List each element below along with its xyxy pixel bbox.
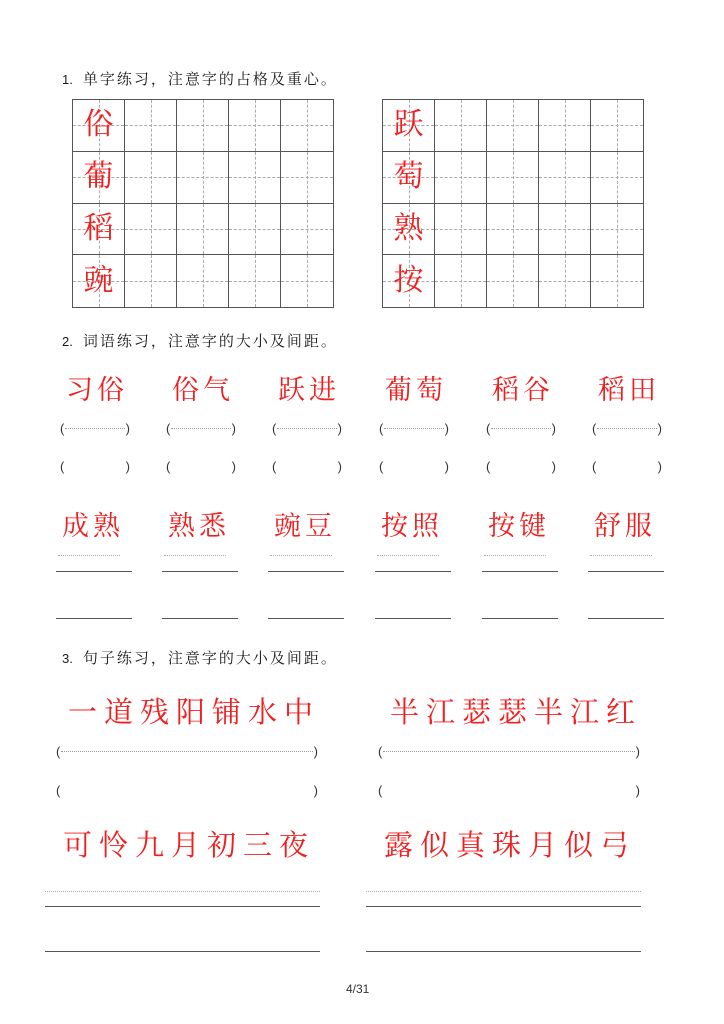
model-word: 跃进 xyxy=(278,375,340,406)
open-paren: ( xyxy=(56,783,61,798)
model-character: 按 xyxy=(393,263,424,299)
pinyin-blank[interactable] xyxy=(166,421,236,436)
model-word: 稻田 xyxy=(598,375,660,406)
writing-line[interactable] xyxy=(45,906,320,907)
practice-cell[interactable] xyxy=(125,100,177,152)
model-character: 稻 xyxy=(83,210,114,246)
model-character-cell xyxy=(383,255,435,307)
model-character: 跃 xyxy=(393,107,424,143)
pinyin-blank[interactable] xyxy=(379,421,449,436)
practice-cell[interactable] xyxy=(125,204,177,256)
writing-blank[interactable] xyxy=(592,459,662,474)
section-3-title: 句子练习，注意字的大小及间距。 xyxy=(82,649,338,667)
close-paren: ) xyxy=(125,459,130,474)
model-word: 葡萄 xyxy=(385,375,447,406)
model-character: 熟 xyxy=(393,210,424,246)
model-character: 萄 xyxy=(393,159,424,195)
pinyin-blank[interactable] xyxy=(56,744,318,759)
close-paren: ) xyxy=(231,459,236,474)
writing-blank[interactable] xyxy=(379,459,449,474)
section-3-number: 3. xyxy=(62,651,73,666)
practice-cell[interactable] xyxy=(591,204,643,256)
practice-cell[interactable] xyxy=(229,100,281,152)
model-word: 俗气 xyxy=(172,375,234,406)
open-paren: ( xyxy=(272,421,277,436)
writing-blank[interactable] xyxy=(486,459,556,474)
practice-cell[interactable] xyxy=(177,152,229,204)
practice-cell[interactable] xyxy=(281,152,333,204)
pinyin-blank[interactable] xyxy=(486,421,556,436)
practice-cell[interactable] xyxy=(281,204,333,256)
practice-cell[interactable] xyxy=(487,204,539,256)
pinyin-guide-line xyxy=(377,555,439,556)
section-2-heading xyxy=(62,330,338,351)
writing-line[interactable] xyxy=(45,951,320,952)
model-sentence: 露似真珠月似弓 xyxy=(384,828,637,862)
practice-cell[interactable] xyxy=(281,100,333,152)
writing-line[interactable] xyxy=(375,571,451,572)
writing-line[interactable] xyxy=(162,571,238,572)
writing-line[interactable] xyxy=(588,618,664,619)
writing-line[interactable] xyxy=(482,571,558,572)
model-word: 熟悉 xyxy=(168,511,230,542)
writing-line[interactable] xyxy=(375,618,451,619)
dotted-guide xyxy=(65,428,124,429)
pinyin-guide-line xyxy=(484,555,546,556)
writing-line[interactable] xyxy=(366,951,641,952)
dotted-guide xyxy=(383,751,634,752)
open-paren: ( xyxy=(379,459,384,474)
page-indicator: 4/31 xyxy=(346,982,370,996)
practice-cell[interactable] xyxy=(435,204,487,256)
pinyin-guide-line xyxy=(270,555,332,556)
left-tianzige-grid xyxy=(72,99,334,308)
section-1-heading xyxy=(62,68,338,89)
practice-cell[interactable] xyxy=(487,152,539,204)
pinyin-guide-line xyxy=(58,555,120,556)
model-word: 习俗 xyxy=(66,375,128,406)
dotted-guide xyxy=(171,428,230,429)
writing-blank[interactable] xyxy=(60,459,130,474)
practice-cell[interactable] xyxy=(177,255,229,307)
model-word: 成熟 xyxy=(62,511,124,542)
model-character-cell xyxy=(73,204,125,256)
model-word: 舒服 xyxy=(594,511,656,542)
open-paren: ( xyxy=(379,421,384,436)
practice-cell[interactable] xyxy=(177,204,229,256)
pinyin-blank[interactable] xyxy=(592,421,662,436)
section-2-title: 词语练习，注意字的大小及间距。 xyxy=(82,332,338,350)
dotted-guide xyxy=(491,428,550,429)
pinyin-blank[interactable] xyxy=(272,421,342,436)
model-sentence: 可怜九月初三夜 xyxy=(63,828,316,862)
practice-cell[interactable] xyxy=(435,152,487,204)
section-2-number: 2. xyxy=(62,334,73,349)
open-paren: ( xyxy=(60,421,65,436)
model-character-cell xyxy=(383,100,435,152)
dotted-guide xyxy=(277,428,336,429)
practice-cell[interactable] xyxy=(539,152,591,204)
close-paren: ) xyxy=(313,783,318,798)
close-paren: ) xyxy=(337,421,342,436)
writing-line[interactable] xyxy=(588,571,664,572)
open-paren: ( xyxy=(166,421,171,436)
writing-line[interactable] xyxy=(268,571,344,572)
writing-blank[interactable] xyxy=(272,459,342,474)
right-tianzige-grid xyxy=(382,99,644,308)
practice-cell[interactable] xyxy=(435,100,487,152)
practice-cell[interactable] xyxy=(125,152,177,204)
model-character-cell xyxy=(383,152,435,204)
writing-blank[interactable] xyxy=(56,783,318,798)
practice-cell[interactable] xyxy=(539,100,591,152)
dotted-guide xyxy=(597,428,656,429)
practice-cell[interactable] xyxy=(125,255,177,307)
pinyin-guide-line xyxy=(45,891,320,892)
practice-cell[interactable] xyxy=(591,255,643,307)
writing-blank[interactable] xyxy=(166,459,236,474)
open-paren: ( xyxy=(56,744,61,759)
practice-cell[interactable] xyxy=(487,100,539,152)
close-paren: ) xyxy=(444,421,449,436)
pinyin-blank[interactable] xyxy=(378,744,640,759)
open-paren: ( xyxy=(166,459,171,474)
open-paren: ( xyxy=(60,459,65,474)
close-paren: ) xyxy=(551,459,556,474)
model-word: 按照 xyxy=(381,511,443,542)
open-paren: ( xyxy=(378,744,383,759)
section-1-title: 单字练习，注意字的占格及重心。 xyxy=(82,70,338,88)
close-paren: ) xyxy=(551,421,556,436)
model-character-cell xyxy=(73,255,125,307)
practice-cell[interactable] xyxy=(591,100,643,152)
practice-cell[interactable] xyxy=(539,204,591,256)
writing-blank[interactable] xyxy=(378,783,640,798)
model-sentence: 半江瑟瑟半江红 xyxy=(390,695,643,729)
pinyin-guide-line xyxy=(366,891,641,892)
writing-line[interactable] xyxy=(162,618,238,619)
model-sentence: 一道残阳铺水中 xyxy=(68,695,321,729)
practice-cell[interactable] xyxy=(229,152,281,204)
open-paren: ( xyxy=(378,783,383,798)
practice-cell[interactable] xyxy=(229,255,281,307)
pinyin-blank[interactable] xyxy=(60,421,130,436)
practice-cell[interactable] xyxy=(487,255,539,307)
writing-line[interactable] xyxy=(482,618,558,619)
practice-cell[interactable] xyxy=(229,204,281,256)
model-word: 稻谷 xyxy=(492,375,554,406)
pinyin-guide-line xyxy=(164,555,226,556)
section-1-number: 1. xyxy=(62,72,73,87)
practice-cell[interactable] xyxy=(591,152,643,204)
practice-cell[interactable] xyxy=(435,255,487,307)
model-word: 豌豆 xyxy=(274,511,336,542)
model-word: 按键 xyxy=(488,511,550,542)
dotted-guide xyxy=(61,751,312,752)
open-paren: ( xyxy=(486,459,491,474)
model-character-cell xyxy=(73,100,125,152)
close-paren: ) xyxy=(635,744,640,759)
practice-cell[interactable] xyxy=(281,255,333,307)
practice-cell[interactable] xyxy=(539,255,591,307)
practice-cell[interactable] xyxy=(177,100,229,152)
model-character: 豌 xyxy=(83,263,114,299)
open-paren: ( xyxy=(272,459,277,474)
close-paren: ) xyxy=(657,459,662,474)
writing-line[interactable] xyxy=(56,618,132,619)
model-character-cell xyxy=(73,152,125,204)
section-3-heading xyxy=(62,647,338,668)
close-paren: ) xyxy=(657,421,662,436)
open-paren: ( xyxy=(592,459,597,474)
close-paren: ) xyxy=(125,421,130,436)
close-paren: ) xyxy=(337,459,342,474)
open-paren: ( xyxy=(592,421,597,436)
writing-line[interactable] xyxy=(366,906,641,907)
open-paren: ( xyxy=(486,421,491,436)
model-character: 俗 xyxy=(83,107,114,143)
pinyin-guide-line xyxy=(590,555,652,556)
close-paren: ) xyxy=(635,783,640,798)
dotted-guide xyxy=(384,428,443,429)
model-character-cell xyxy=(383,204,435,256)
model-character: 葡 xyxy=(83,159,114,195)
close-paren: ) xyxy=(231,421,236,436)
writing-line[interactable] xyxy=(56,571,132,572)
writing-line[interactable] xyxy=(268,618,344,619)
close-paren: ) xyxy=(313,744,318,759)
close-paren: ) xyxy=(444,459,449,474)
